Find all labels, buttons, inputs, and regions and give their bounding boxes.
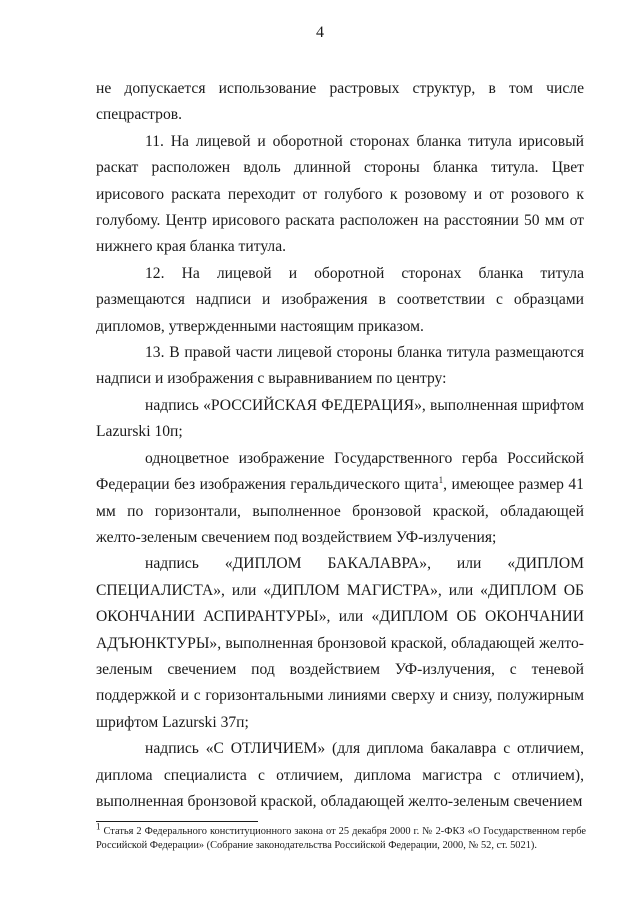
paragraph-item-12: 12. На лицевой и оборотной сторонах бланка титула размещаются надписи и изображения в соответствии с образцами дипломов, утвержденными настоящим приказом. [96, 264, 584, 335]
paragraph-inscription-diploma: надпись «ДИПЛОМ БАКАЛАВРА», или «ДИПЛОМ СПЕЦИАЛИСТА», или «ДИПЛОМ МАГИСТРА», или «ДИПЛОМ ОБ ОКОНЧАНИИ АСПИРАНТУРЫ», или «ДИПЛОМ ОБ ОКОНЧАНИИ АДЪЮНКТУРЫ», выполненная бронзовой краской, обладающей желто-зеленым свечением под воздействием УФ-излучения, с теневой поддержкой и с горизонтальными линиями сверху и снизу, полужирным шрифтом Lazurski 37п; [96, 555, 584, 731]
footnote-reference: 1 [438, 474, 444, 485]
coat-of-arms-text-start: одноцветное изображение Государственного герба Российской Федерации без изображения геральдического щита [96, 449, 584, 494]
paragraph-item-13: 13. В правой части лицевой стороны бланка титула размещаются надписи и изображения с выравниванием по центру: [96, 344, 584, 388]
paragraph-coat-of-arms [96, 446, 584, 552]
footnote-divider [96, 821, 258, 822]
paragraph-continuation: не допускается использование растровых структур, в том числе спецрастров. [96, 80, 584, 124]
document-body [96, 76, 584, 815]
coat-of-arms-text-end: , имеющее размер 41 мм по горизонтали, выполненное бронзовой краской, обладающей желто-зеленым свечением под воздействием УФ-излучения; [96, 476, 584, 546]
paragraph-inscription-honors: надпись «С ОТЛИЧИЕМ» (для диплома бакалавра с отличием, диплома специалиста с отличием, диплома магистра с отличием), выполненная бронзовой краской, обладающей желто-зеленым свечением [96, 740, 584, 810]
paragraph-item-11: 11. На лицевой и оборотной сторонах бланка титула ирисовый раскат расположен вдоль длинной стороны бланка титула. Цвет ирисового раската переходит от голубого к розовому и от розового к голубому. Центр ирисового раската расположен на расстоянии 50 мм от нижнего края бланка титула. [96, 132, 584, 256]
footnote-marker: 1 [96, 821, 101, 832]
footnote [96, 821, 586, 852]
page-number: 4 [316, 24, 324, 41]
paragraph-inscription-federation: надпись «РОССИЙСКАЯ ФЕДЕРАЦИЯ», выполненная шрифтом Lazurski 10п; [96, 396, 584, 441]
footnote-text: Статья 2 Федерального конституционного закона от 25 декабря 2000 г. № 2-ФКЗ «О Государственном гербе Российской Федерации» (Собрание законодательства Российской Федерации, 2000, № 52, ст. 5021). [96, 826, 586, 851]
